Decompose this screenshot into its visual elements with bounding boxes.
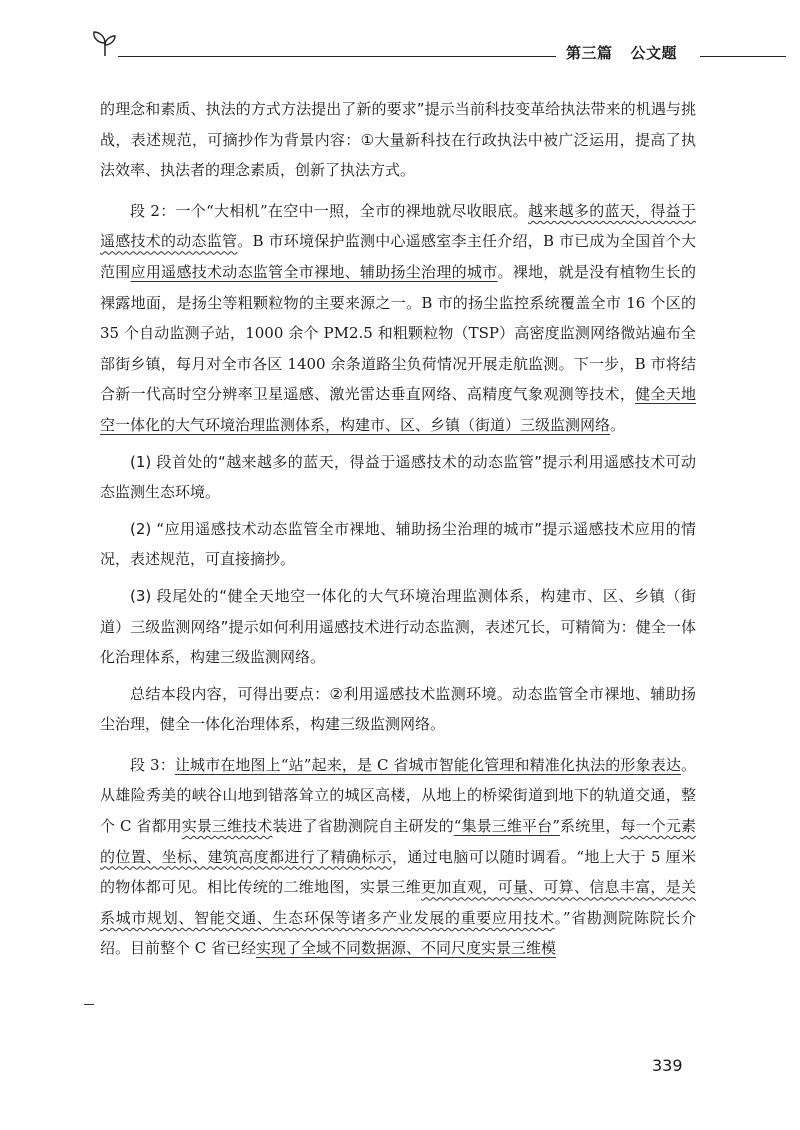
wavy-highlight: 实景三维技术	[181, 817, 273, 836]
wavy-highlight: 每一个元素的位置、坐标、建筑高度都进行了精确标示	[100, 817, 696, 866]
analysis-item-2: (2) “应用遥感技术动态监管全市裸地、辅助扬尘治理的城市”提示遥感技术应用的情况，表述规范，可直接摘抄。	[100, 519, 696, 569]
text-run: 装进了省勘测院自主研发的	[272, 817, 454, 836]
section-title	[566, 42, 677, 63]
text-run: 。”省勘测院陈院长介绍。目前整个 C 省已经	[100, 908, 696, 958]
text-run: 段 3：	[130, 755, 175, 774]
paragraph-section-2	[100, 196, 696, 441]
text-run: 。从雄险秀美的峡谷山地到错落耸立的城区高楼，从地上的桥梁街道到地下的轨道交通，整个 C 省都用	[100, 755, 696, 836]
page-header	[0, 0, 800, 70]
wavy-highlight: 更加直观，可量、可算、信息丰富，是关系城市规划、智能交通、生态环保等诸多产业发展的重要应用技术	[100, 878, 696, 927]
text-run: 系统里，	[559, 817, 621, 836]
text-run: 段 2：一个“大相机”在空中一照，全市的裸地就尽收眼底。	[130, 201, 528, 220]
text-run: 。B 市环境保护监测中心遥感室李主任介绍，B 市已成为全国首个大范围	[100, 232, 696, 281]
header-rule-left	[118, 56, 556, 57]
underline-highlight: 实现了全域不同数据源、不同尺度实景三维模	[256, 939, 557, 958]
underline-highlight: 应用遥感技术动态监管全市裸地、辅助扬尘治理的城市	[130, 262, 498, 281]
part-label: 第三篇	[566, 44, 613, 62]
sprout-icon	[88, 28, 122, 58]
underline-highlight: 健全天地空一体化的大气环境治理监测体系，构建市、区、乡镇（街道）三级监测网络	[100, 385, 696, 434]
paragraph-section-3	[100, 750, 696, 964]
part-title: 公文题	[630, 44, 678, 62]
analysis-item-3: (3) 段尾处的“健全天地空一体化的大气环境治理监测体系，构建市、区、乡镇（街道）三级监测网络”提示如何利用遥感技术进行动态监测，表述冗长，可精简为：健全一体化治理体系，构建三级监测网络。	[100, 586, 696, 667]
underline-highlight: “集景三维平台”	[453, 817, 560, 836]
margin-mark	[84, 1004, 94, 1005]
text-run: 。	[610, 415, 626, 434]
underline-highlight: 让城市在地图上“站”起来，是 C 省城市智能化管理和精准化执法的形象表达	[174, 755, 681, 774]
page-body	[100, 94, 696, 964]
wavy-highlight: 越来越多的蓝天，得益于遥感技术的动态监管	[100, 201, 696, 251]
page-number: 339	[652, 1056, 683, 1075]
paragraph-intro: 的理念和素质、执法的方式方法提出了新的要求”提示当前科技变革给执法带来的机遇与挑战，表述规范，可摘抄作为背景内容：①大量新科技在行政执法中被广泛运用，提高了执法效率、执法者的理念素质，创新了执法方式。	[100, 100, 696, 180]
summary-paragraph: 总结本段内容，可得出要点：②利用遥感技术监测环境。动态监管全市裸地、辅助扬尘治理，健全一体化治理体系，构建三级监测网络。	[100, 684, 696, 734]
text-run: 。裸地，就是没有植物生长的裸露地面，是扬尘等粗颗粒物的主要来源之一。B 市的扬尘监控系统覆盖全市 16 个区的 35 个自动监测子站，1000 余个 PM2.5 和粗颗粒物（TSP）高密度监测网络微站遍布全部街乡镇，每月对全市各区 1400 余条道路尘负荷情况开展走航监测。下一步，B 市将结合新一代高时空分辨率卫星遥感、激光雷达垂直网络、高精度气象观测等技术，	[100, 262, 696, 404]
analysis-item-1: (1) 段首处的“越来越多的蓝天，得益于遥感技术的动态监管”提示利用遥感技术可动态监测生态环境。	[100, 452, 696, 502]
text-run: ，通过电脑可以随时调看。“地上大于 5 厘米的物体都可见。相比传统的二维地图，实景三维	[100, 847, 696, 897]
header-rule-right	[700, 56, 786, 57]
